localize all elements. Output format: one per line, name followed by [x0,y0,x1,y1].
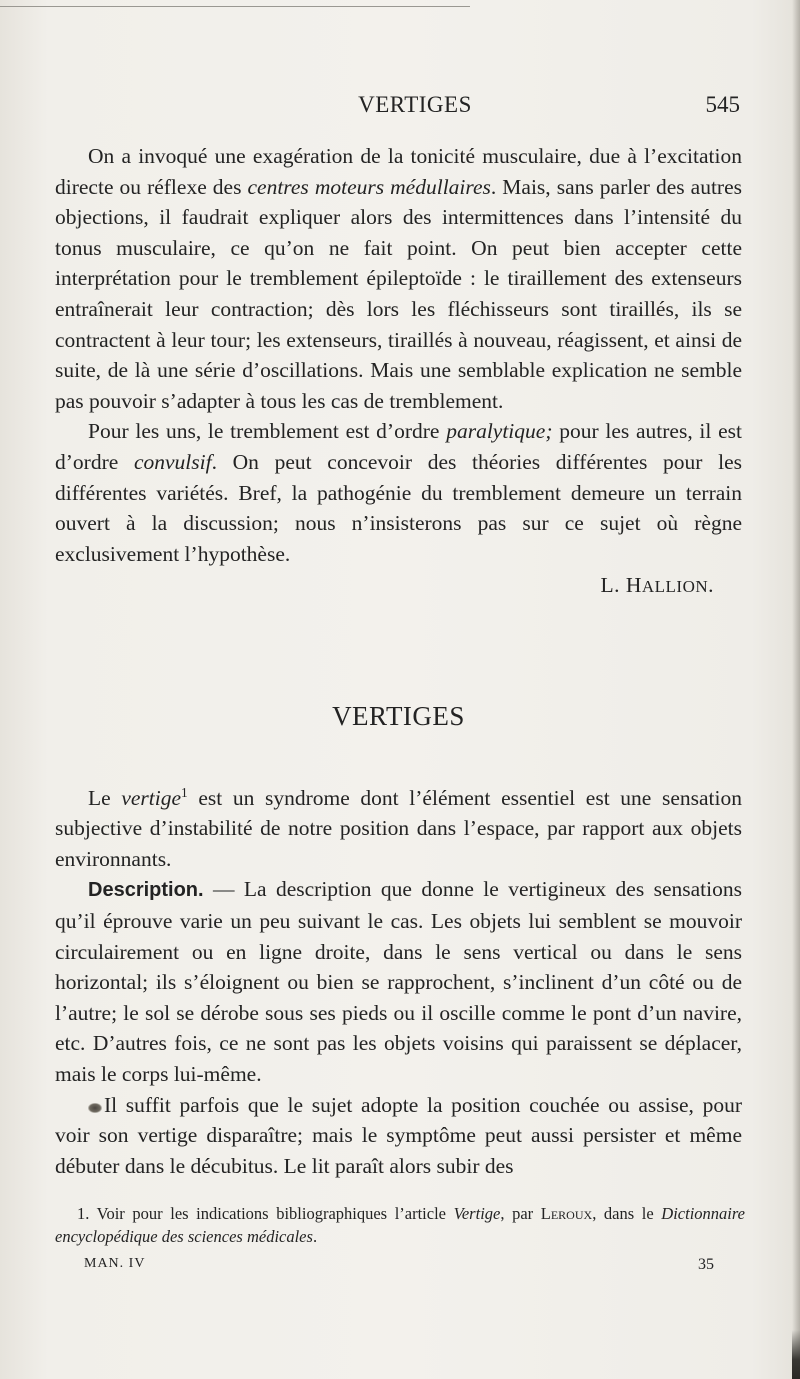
text-run: , par [500,1204,541,1223]
paragraph [55,874,742,1089]
page-number: 545 [705,92,740,117]
signature-mark: MAN. IV [84,1256,146,1271]
body-text [55,141,742,1181]
text-run: On a invoqué une exagération de la tonicité musculaire, due à l’excitation directe ou réflexe des [55,144,742,199]
paragraphs-bottom [55,778,742,1182]
ink-blot [88,1103,102,1113]
text-run: Pour les uns, le tremblement est d’ordre [88,419,447,444]
text-run: . [312,1227,318,1246]
text-run: — La description que donne le vertigineux des sensations qu’il éprouve varie un peu suivant le cas. Les objets lui semblent se mouvoir circulairement ou en ligne droite, dans le sens vertical ou dans le sens horizontal; ils s’éloignent ou bien se rapprochent, s’inclinent d’un côté ou de l’autre; le sol se dérobe sous ses pieds ou il oscille comme le pont d’un navire, etc. D’autres fois, ce ne sont pas les objets voisins qui paraissent se déplacer, mais le corps lui-même. [55,877,742,1086]
paragraph [55,1090,742,1182]
run-in-heading: Description. [88,879,204,902]
italic-text: Vertige [453,1204,501,1223]
footnotes [55,1202,745,1248]
italic-text: centres moteurs médullaires [247,174,491,199]
text-run: . On peut concevoir des théories différentes pour les différentes variétés. Bref, la pathogénie du tremblement demeure un terrain ouvert à la discussion; nous n’insisterons pas sur ce sujet où règne exclusivement l’hypothèse. [55,449,742,566]
section-title: VERTIGES [332,700,465,731]
signature-initial: L. H [600,573,642,598]
margin-ink-blot [792,1330,800,1379]
signature-tail: . [708,573,714,598]
text-run: 1. Voir pour les indications bibliographiques l’article [77,1204,454,1223]
italic-text: convulsif [133,449,212,474]
italic-text: Dictionnaire encyclopédique des sciences médicales [55,1204,745,1246]
text-run: . Mais, sans parler des autres objections, il faudrait expliquer alors des intermittences dans l’intensité du tonus musculaire, ce qu’on ne fait point. On peut bien accepter cette interprétation pour le tremblement épileptoïde : le tiraillement des extenseurs entraînerait leur contraction; dès lors les fléchisseurs sont tiraillés, ils se contractent à leur tour; les extenseurs, tiraillés à nouveau, réagissent, et ainsi de suite, de là une série d’oscillations. Mais une semblable explication ne semble pas pouvoir s’adapter à tous les cas de tremblement. [55,174,742,413]
text-run: est un syndrome dont l’élément essentiel est une sensation subjective d’instabilité de notre position dans l’espace, par rapport aux objets environnants. [55,785,742,871]
paragraph [55,141,742,416]
author-signature [55,570,742,603]
text-run: pour les autres, il est d’ordre [55,419,742,474]
text-run: , dans le [592,1204,662,1223]
italic-text: paralytique; [446,419,553,444]
signature-surname: ALLION [641,577,709,597]
text-run: Il suffit parfois que le sujet adopte la position couchée ou assise, pour voir son vertige disparaître; mais le symptôme peut aussi persister et même débuter dans le décubitus. Le lit paraît alors subir des [55,1092,742,1178]
text-run: Le [88,785,122,810]
sheet-number: 35 [698,1256,714,1273]
footnote-ref: 1 [181,784,188,800]
running-head [90,92,740,120]
paragraph [55,416,742,569]
author-name: Leroux [540,1204,593,1223]
page-footer [84,1256,714,1278]
italic-text: vertige [121,785,182,810]
running-title: VERTIGES [358,92,472,117]
footnote-1 [55,1202,745,1248]
page-edge-shadow [792,0,800,1379]
paragraphs-top [55,141,742,569]
top-rule [0,6,470,7]
paragraph [55,778,742,875]
